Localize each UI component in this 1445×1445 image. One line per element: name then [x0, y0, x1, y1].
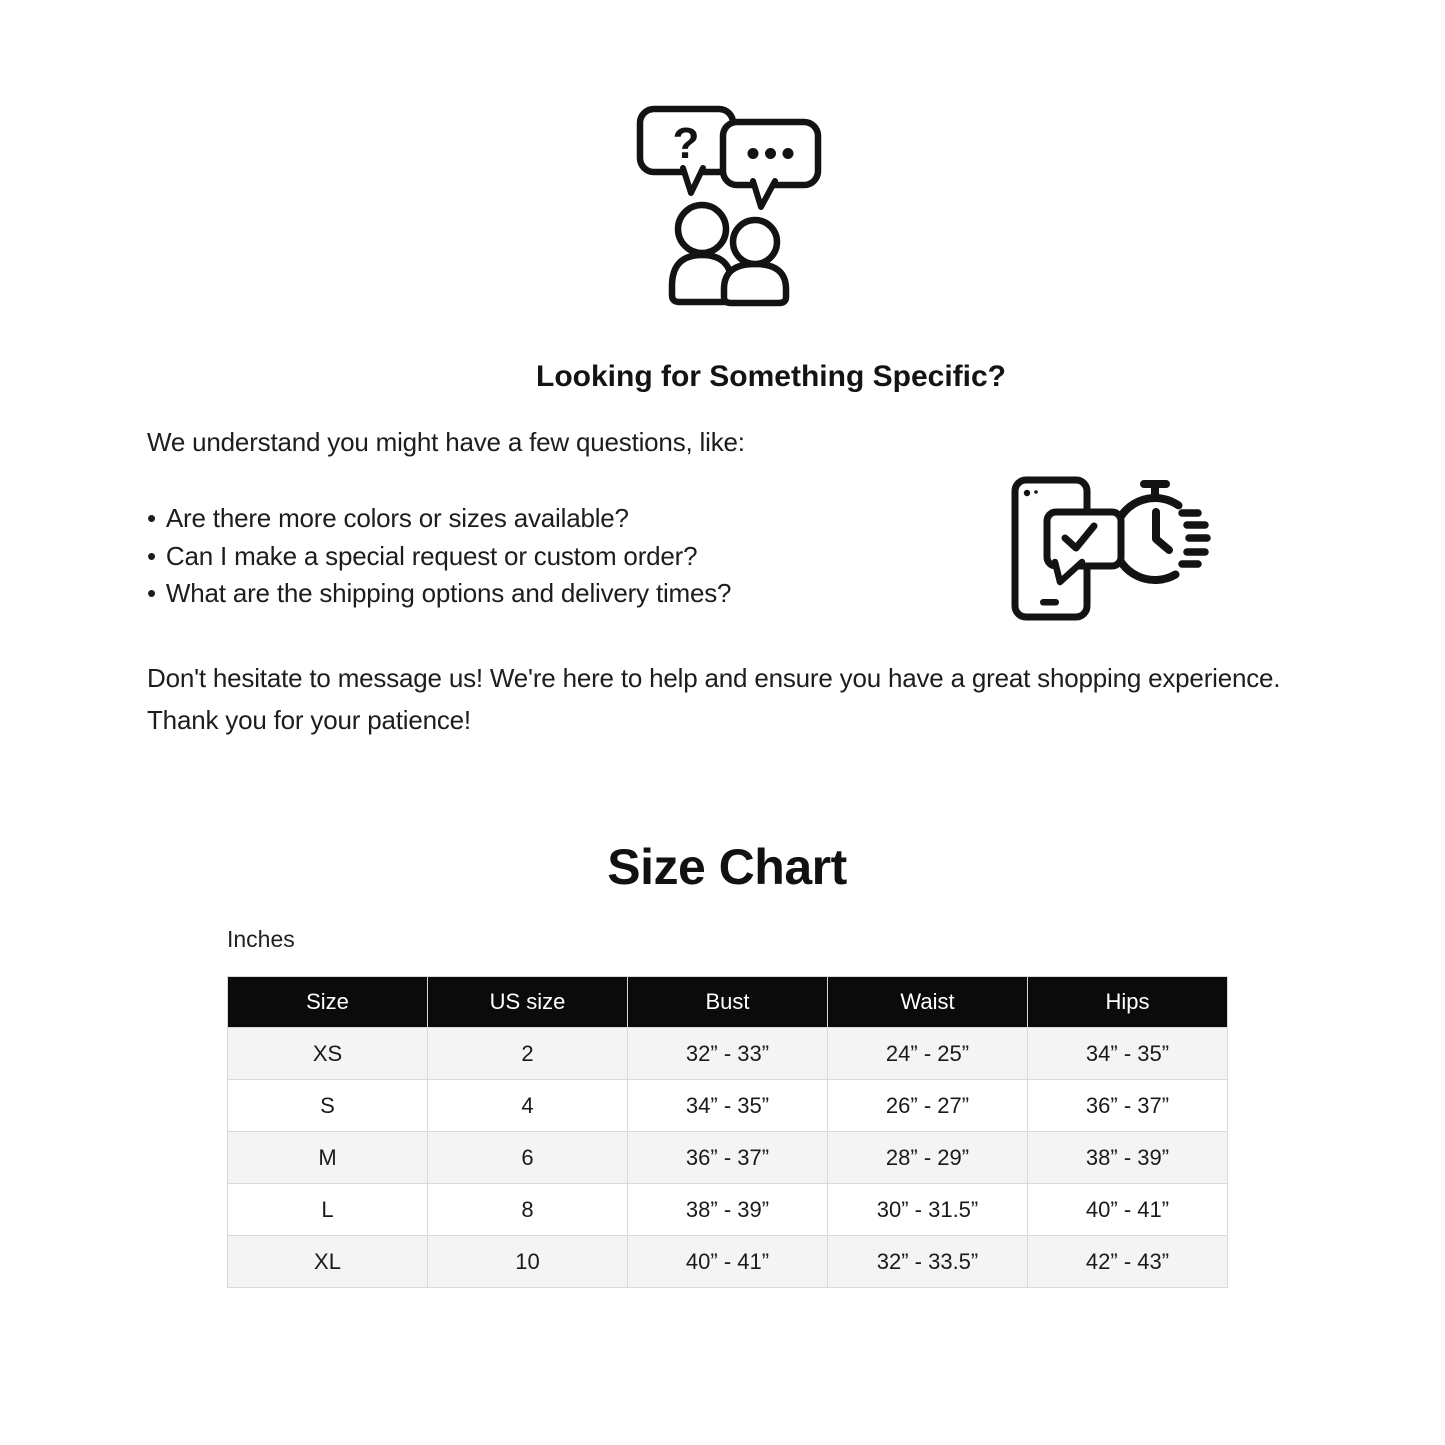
people-chat-question-icon [628, 96, 828, 308]
list-item [147, 575, 731, 613]
size-chart-cell: 38” - 39” [1028, 1132, 1228, 1184]
size-chart-cell: 40” - 41” [1028, 1184, 1228, 1236]
size-chart-cell: 36” - 37” [1028, 1080, 1228, 1132]
question-bullet-list [147, 500, 731, 613]
stopwatch-icon [1115, 484, 1207, 580]
column-header-waist: Waist [828, 977, 1028, 1028]
column-header-bust: Bust [628, 977, 828, 1028]
size-chart-cell: 32” - 33” [628, 1028, 828, 1080]
size-chart-cell: XL [228, 1236, 428, 1288]
size-chart-cell: 36” - 37” [628, 1132, 828, 1184]
dots-bubble-icon [723, 122, 818, 207]
size-chart-cell: S [228, 1080, 428, 1132]
size-chart-cell: 28” - 29” [828, 1132, 1028, 1184]
size-chart-cell: 8 [428, 1184, 628, 1236]
question-glyph: ? [672, 119, 700, 168]
size-chart-cell: 2 [428, 1028, 628, 1080]
size-chart-title: Size Chart [607, 839, 847, 895]
size-chart-cell: 34” - 35” [1028, 1028, 1228, 1080]
phone-fast-reply-icon [1006, 470, 1238, 625]
page-title: Looking for Something Specific? [535, 360, 1007, 393]
table-row [228, 1184, 1228, 1236]
size-chart-cell: 24” - 25” [828, 1028, 1028, 1080]
size-chart-table [227, 976, 1228, 1288]
two-people-icon [672, 205, 786, 303]
size-chart-cell: 32” - 33.5” [828, 1236, 1028, 1288]
size-chart-cell: 38” - 39” [628, 1184, 828, 1236]
list-item [147, 500, 731, 538]
lead-text: We understand you might have a few questions, like: [147, 427, 745, 457]
table-row [228, 1028, 1228, 1080]
bullet-text: Can I make a special request or custom order? [165, 540, 698, 571]
size-chart-cell: 10 [428, 1236, 628, 1288]
table-header-row [228, 977, 1228, 1028]
size-chart-cell: 6 [428, 1132, 628, 1184]
bullet-icon: • [147, 540, 156, 571]
size-chart-cell: 30” - 31.5” [828, 1184, 1028, 1236]
bullet-text: Are there more colors or sizes available? [165, 503, 629, 533]
size-chart-cell: 34” - 35” [628, 1080, 828, 1132]
list-item [147, 538, 731, 576]
table-row [228, 1132, 1228, 1184]
units-label: Inches [227, 926, 295, 952]
question-bubble-icon [640, 109, 733, 193]
table-row [228, 1236, 1228, 1288]
table-row [228, 1080, 1228, 1132]
column-header-hips: Hips [1028, 977, 1228, 1028]
size-chart-cell: L [228, 1184, 428, 1236]
column-header-us-size: US size [428, 977, 628, 1028]
speed-lines-icon [1182, 513, 1207, 564]
size-chart-cell: 42” - 43” [1028, 1236, 1228, 1288]
size-chart-cell: 40” - 41” [628, 1236, 828, 1288]
size-chart-cell: 4 [428, 1080, 628, 1132]
size-chart-cell: M [228, 1132, 428, 1184]
size-chart-cell: 26” - 27” [828, 1080, 1028, 1132]
closing-text: Don't hesitate to message us! We're here to help and ensure you have a great shopping experience. Thank you for your patience! [147, 663, 1281, 735]
bullet-icon: • [147, 578, 156, 608]
bullet-icon: • [147, 503, 156, 533]
size-chart-cell: XS [228, 1028, 428, 1080]
column-header-size: Size [228, 977, 428, 1028]
bullet-text: What are the shipping options and delivery times? [165, 578, 732, 608]
